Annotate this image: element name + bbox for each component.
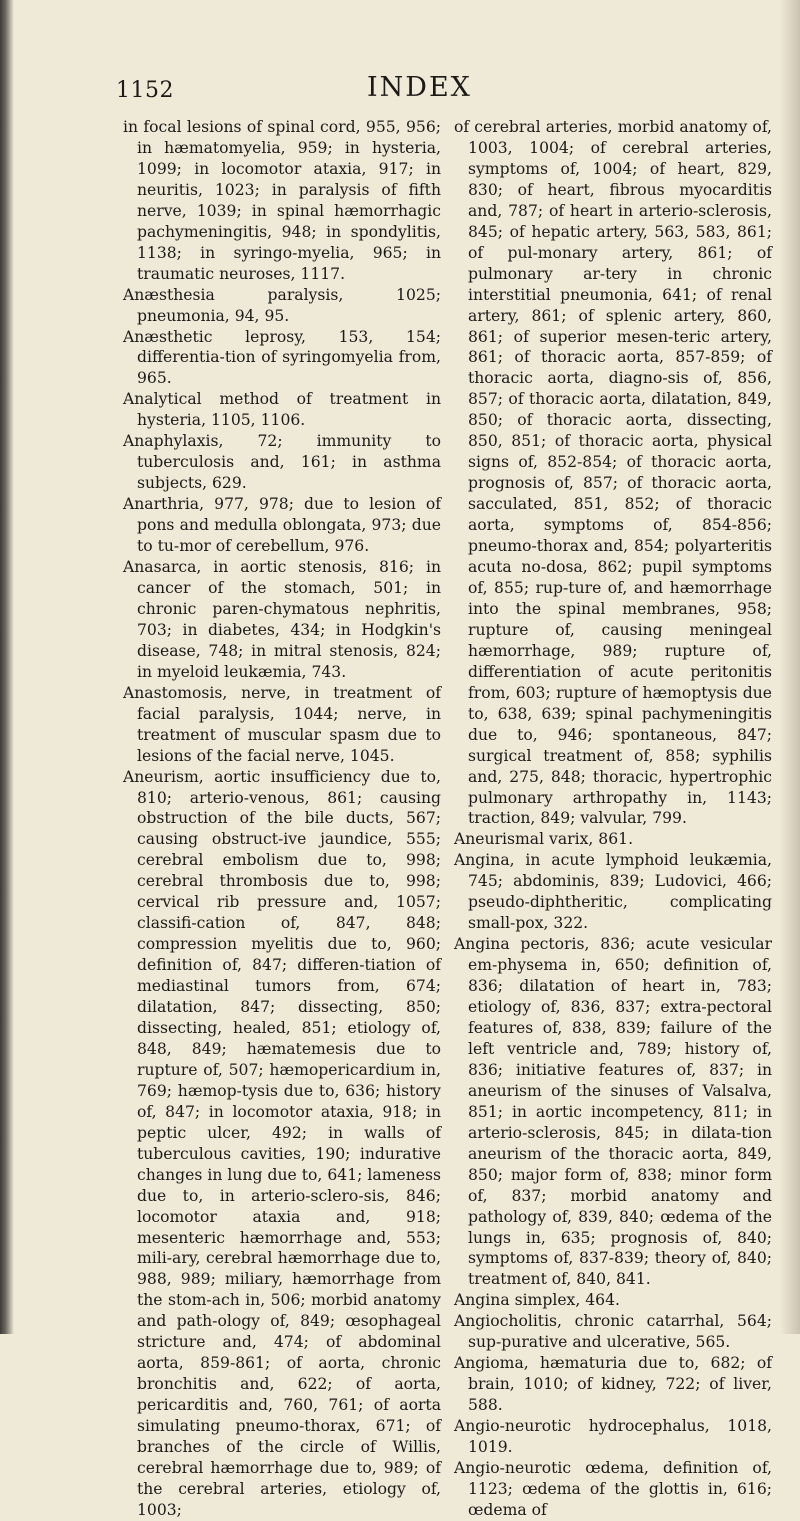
book-gutter-shadow: [0, 0, 14, 1334]
index-column-right: [454, 117, 772, 1521]
index-entry: Anæsthetic leprosy, 153, 154; differentia-tion of syringomyelia from, 965.: [123, 327, 441, 388]
index-entry: Angiocholitis, chronic catarrhal, 564; sup-purative and ulcerative, 565.: [454, 1312, 772, 1352]
index-entry: Angioma, hæmaturia due to, 682; of brain, 1010; of kidney, 722; of liver, 588.: [454, 1354, 772, 1415]
page-header: [0, 70, 800, 110]
index-column-left: [123, 117, 441, 1521]
index-entry: Aneurism, aortic insufficiency due to, 810; arterio-venous, 861; causing obstruction of the bile ducts, 567; causing obstruct-ive jaundice, 555; cerebral embolism due to, 998; cerebral thrombosis due to, 998; cervical rib pressure and, 1057; classifi-cation of, 847, 848; compression myelitis due to, 960; definition of, 847; differen-tiation of mediastinal tumors from, 674; dilatation, 847; dissecting, 850; dissecting, healed, 851; etiology of, 848, 849; hæmatemesis due to rupture of, 507; hæmopericardium in, 769; hæmop-tysis due to, 636; history of, 847; in locomotor ataxia, 918; in peptic ulcer, 492; in walls of tuberculous cavities, 190; indurative changes in lung due to, 641; lameness due to, in arterio-sclero-sis, 846; locomotor ataxia and, 918; mesenteric hæmorrhage and, 553; mili-ary, cerebral hæmorrhage due to, 988, 989; miliary, hæmorrhage from the stom-ach in, 506; morbid anatomy and path-ology of, 849; œsophageal stricture and, 474; of abdominal aorta, 859-861; of aorta, chronic bronchitis and, 622; of aorta, pericarditis and, 760, 761; of aorta simulating pneumo-thorax, 671; of branches of the circle of Willis, cerebral hæmorrhage due to, 989; of the cerebral arteries, etiology of, 1003;: [123, 767, 441, 1519]
index-entry: in focal lesions of spinal cord, 955, 956; in hæmatomyelia, 959; in hysteria, 1099; in locomotor ataxia, 917; in neuritis, 1023; in paralysis of fifth nerve, 1039; in spinal hæmorrhagic pachymeningitis, 948; in spondylitis, 1138; in syringo-myelia, 965; in traumatic neuroses, 1117.: [123, 118, 441, 283]
index-entry: Angina simplex, 464.: [454, 1291, 620, 1310]
index-entry: Angio-neurotic œdema, definition of, 1123; œdema of the glottis in, 616; œdema of: [454, 1459, 772, 1519]
index-entry: Anasarca, in aortic stenosis, 816; in cancer of the stomach, 501; in chronic paren-chymatous nephritis, 703; in diabetes, 434; in Hodgkin's disease, 748; in mitral stenosis, 824; in myeloid leukæmia, 743.: [123, 558, 441, 681]
index-entry: of cerebral arteries, morbid anatomy of, 1003, 1004; of cerebral arteries, symptoms of, 1004; of heart, 829, 830; of heart, fibrous myocarditis and, 787; of heart in arterio-sclerosis, 845; of hepatic artery, 563, 583, 861; of pul-monary artery, 861; of pulmonary ar-tery in chronic interstitial pneumonia, 641; of renal artery, 861; of splenic artery, 860, 861; of superior mesen-teric artery, 861; of thoracic aorta, 857-859; of thoracic aorta, diagno-sis of, 856, 857; of thoracic aorta, dilatation, 849, 850; of thoracic aorta, dissecting, 850, 851; of thoracic aorta, physical signs of, 852-854; of thoracic aorta, prognosis of, 857; of thoracic aorta, sacculated, 851, 852; of thoracic aorta, symptoms of, 854-856; pneumo-thorax and, 854; polyarteritis acuta no-dosa, 862; pupil symptoms of, 855; rup-ture of, and hæmorrhage into the spinal membranes, 958; rupture of, causing meningeal hæmorrhage, 989; rupture of, differentiation of acute peritonitis from, 603; rupture of hæmoptysis due to, 638, 639; spinal pachymeningitis due to, 946; spontaneous, 847; surgical treatment of, 858; syphilis and, 275, 848; thoracic, hypertrophic pulmonary arthropathy in, 1143; traction, 849; valvular, 799.: [454, 118, 772, 828]
index-entry: Anarthria, 977, 978; due to lesion of pons and medulla oblongata, 973; due to tu-mor of cerebellum, 976.: [123, 495, 441, 556]
index-entry: Angio-neurotic hydrocephalus, 1018, 1019.: [454, 1417, 772, 1457]
index-entry: Anastomosis, nerve, in treatment of facial paralysis, 1044; nerve, in treatment of muscular spasm due to lesions of the facial nerve, 1045.: [123, 683, 441, 765]
running-head: INDEX: [367, 72, 472, 103]
index-entry: Angina, in acute lymphoid leukæmia, 745; abdominis, 839; Ludovici, 466; pseudo-diphtheritic, complicating small-pox, 322.: [454, 851, 772, 933]
page-edge-shadow: [780, 0, 800, 1334]
index-entry: Anaphylaxis, 72; immunity to tuberculosis and, 161; in asthma subjects, 629.: [123, 432, 441, 493]
page-number: 1152: [116, 78, 174, 103]
index-entry: Anæsthesia paralysis, 1025; pneumonia, 94, 95.: [123, 285, 441, 325]
index-entry: Aneurismal varix, 861.: [454, 830, 634, 849]
index-entry: Analytical method of treatment in hysteria, 1105, 1106.: [123, 390, 441, 430]
index-entry: Angina pectoris, 836; acute vesicular em-physema in, 650; definition of, 836; dilatation of heart in, 783; etiology of, 836, 837; extra-pectoral features of, 838, 839; failure of the left ventricle and, 789; history of, 836; initiative features of, 837; in aneurism of the sinuses of Valsalva, 851; in aortic incompetency, 811; in arterio-sclerosis, 845; in dilata-tion aneurism of the thoracic aorta, 849, 850; major form of, 838; minor form of, 837; morbid anatomy and pathology of, 839, 840; œdema of the lungs in, 635; prognosis of, 840; symptoms of, 837-839; theory of, 840; treatment of, 840, 841.: [454, 935, 772, 1289]
